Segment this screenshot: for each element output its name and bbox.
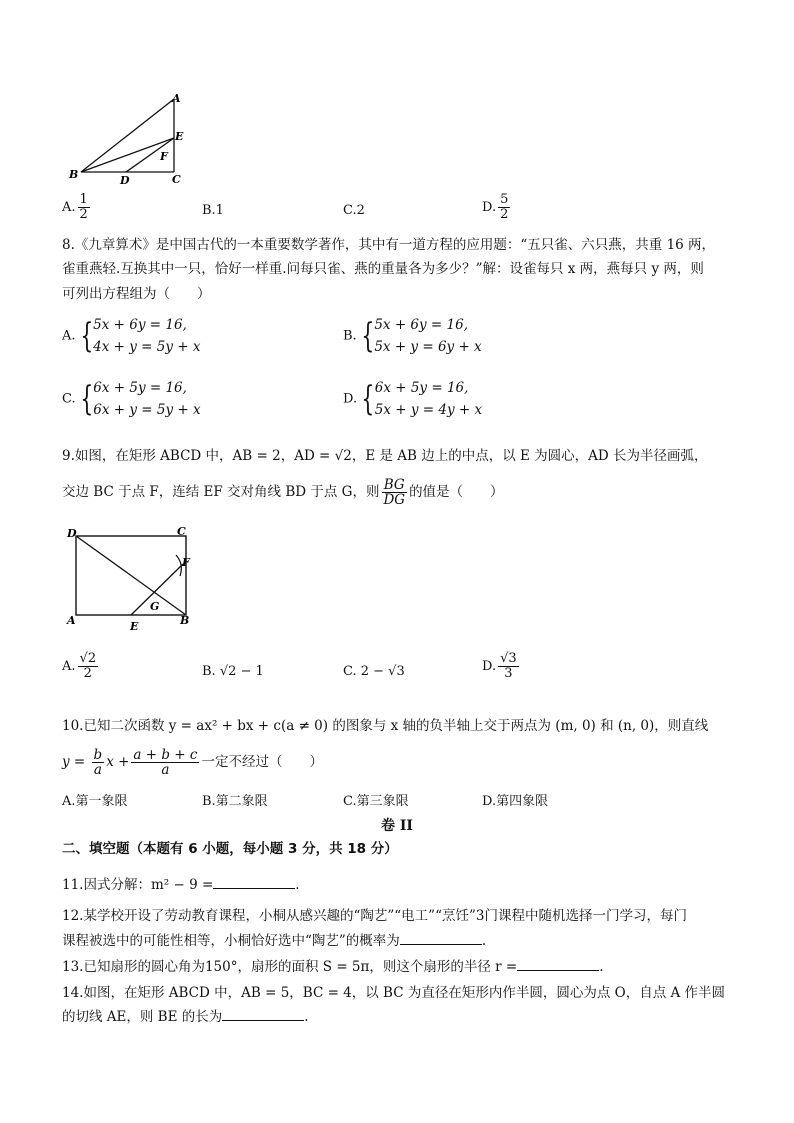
rectangle-figure xyxy=(64,524,204,636)
q9-line1: 9.如图，在矩形 ABCD 中，AB = 2，AD = √2，E 是 AB 边上的中点，以 E 为圆心，AD 长为半径画弧， xyxy=(62,448,708,464)
q8-line2: 雀重燕轻.互换其中一只，恰好一样重.问每只雀、燕的重量各为多少？”解：设雀每只 x 两，燕每只 y 两，则 xyxy=(62,261,704,277)
q14-answer-blank[interactable] xyxy=(222,1006,304,1021)
volume-title: 卷 II xyxy=(381,818,413,834)
label-d2: D xyxy=(67,527,77,540)
q12-line1: 12.某学校开设了劳动教育课程，小桐从感兴趣的“陶艺”“电工”“烹饪”3门课程中随机选择一门学习，每门 xyxy=(62,908,687,924)
q9-option-d[interactable]: D. $\frac{√3}{3}$ xyxy=(482,651,517,681)
q8-option-b[interactable]: B. { 5x + 6y = 16, 5x + y = 6y + x xyxy=(343,316,482,356)
q7-option-c[interactable]: C.2 xyxy=(343,203,365,218)
q8-line3: 可列出方程组为（ ） xyxy=(62,286,211,302)
q9-option-a[interactable]: A. $\frac{√2}{2}$ xyxy=(62,651,97,681)
label-f: F xyxy=(160,150,168,163)
q7-option-b[interactable]: B.1 xyxy=(202,203,224,218)
label-f2: F xyxy=(182,556,190,569)
q9-line2: 交边 BC 于点 F，连结 EF 交对角线 BD 于点 G，则 $\frac{BG}{DG}$ 的值是（ ） xyxy=(62,477,504,508)
section2-title: 二、填空题（本题有 6 小题，每小题 3 分，共 18 分） xyxy=(62,841,398,857)
q13: 13.已知扇形的圆心角为150°，扇形的面积 S = 5π，则这个扇形的半径 r = . xyxy=(62,956,604,977)
q9-option-b[interactable]: B. √2 − 1 xyxy=(202,664,264,679)
label-c: C xyxy=(172,173,181,186)
label-b: B xyxy=(69,168,79,181)
q8-option-c[interactable]: C. { 6x + 5y = 16, 6x + y = 5y + x xyxy=(62,379,201,419)
label-e: E xyxy=(175,130,184,143)
q12-answer-blank[interactable] xyxy=(400,930,482,945)
label-a: A xyxy=(172,92,181,105)
label-d: D xyxy=(120,174,130,187)
triangle-figure xyxy=(66,88,196,188)
q10-option-c[interactable]: C.第三象限 xyxy=(343,794,409,809)
label-a2: A xyxy=(67,614,76,627)
label-b2: B xyxy=(180,614,190,627)
q8-line1: 8.《九章算术》是中国古代的一本重要数学著作，其中有一道方程的应用题：“五只雀、六只燕，共重 16 两， xyxy=(62,237,716,253)
q9-option-c[interactable]: C. 2 − √3 xyxy=(343,664,405,679)
q8-option-d[interactable]: D. { 6x + 5y = 16, 5x + y = 4y + x xyxy=(343,379,483,419)
q8-option-a[interactable]: A. { 5x + 6y = 16, 4x + y = 5y + x xyxy=(62,316,201,356)
q12-line2: 课程被选中的可能性相等，小桐恰好选中“陶艺”的概率为 . xyxy=(62,930,486,951)
q10-option-b[interactable]: B.第二象限 xyxy=(202,794,268,809)
q11: 11.因式分解：m² − 9 = . xyxy=(62,874,300,895)
label-e2: E xyxy=(130,620,139,633)
q14-line2: 的切线 AE，则 BE 的长为 . xyxy=(62,1006,309,1027)
label-g2: G xyxy=(150,600,160,613)
q7-option-d[interactable]: D. $\frac{5}{2}$ xyxy=(482,192,509,222)
q10-option-a[interactable]: A.第一象限 xyxy=(62,794,128,809)
q10-line1: 10.已知二次函数 y = ax² + bx + c(a ≠ 0) 的图象与 x 轴的负半轴上交于两点为 (m, 0) 和 (n, 0)，则直线 xyxy=(62,718,709,734)
q11-answer-blank[interactable] xyxy=(213,874,295,889)
q10-line2: y = $\frac{b}{a}$ x + $\frac{a + b + c}{a}$ 一定不经过（ ） xyxy=(62,747,323,778)
label-c2: C xyxy=(177,525,186,538)
q13-answer-blank[interactable] xyxy=(517,956,599,971)
q10-option-d[interactable]: D.第四象限 xyxy=(482,794,549,809)
q14-line1: 14.如图，在矩形 ABCD 中，AB = 5，BC = 4，以 BC 为直径在矩形内作半圆，圆心为点 O，自点 A 作半圆 xyxy=(62,985,726,1001)
q7-option-a[interactable]: A. $\frac{1}{2}$ xyxy=(62,192,88,222)
